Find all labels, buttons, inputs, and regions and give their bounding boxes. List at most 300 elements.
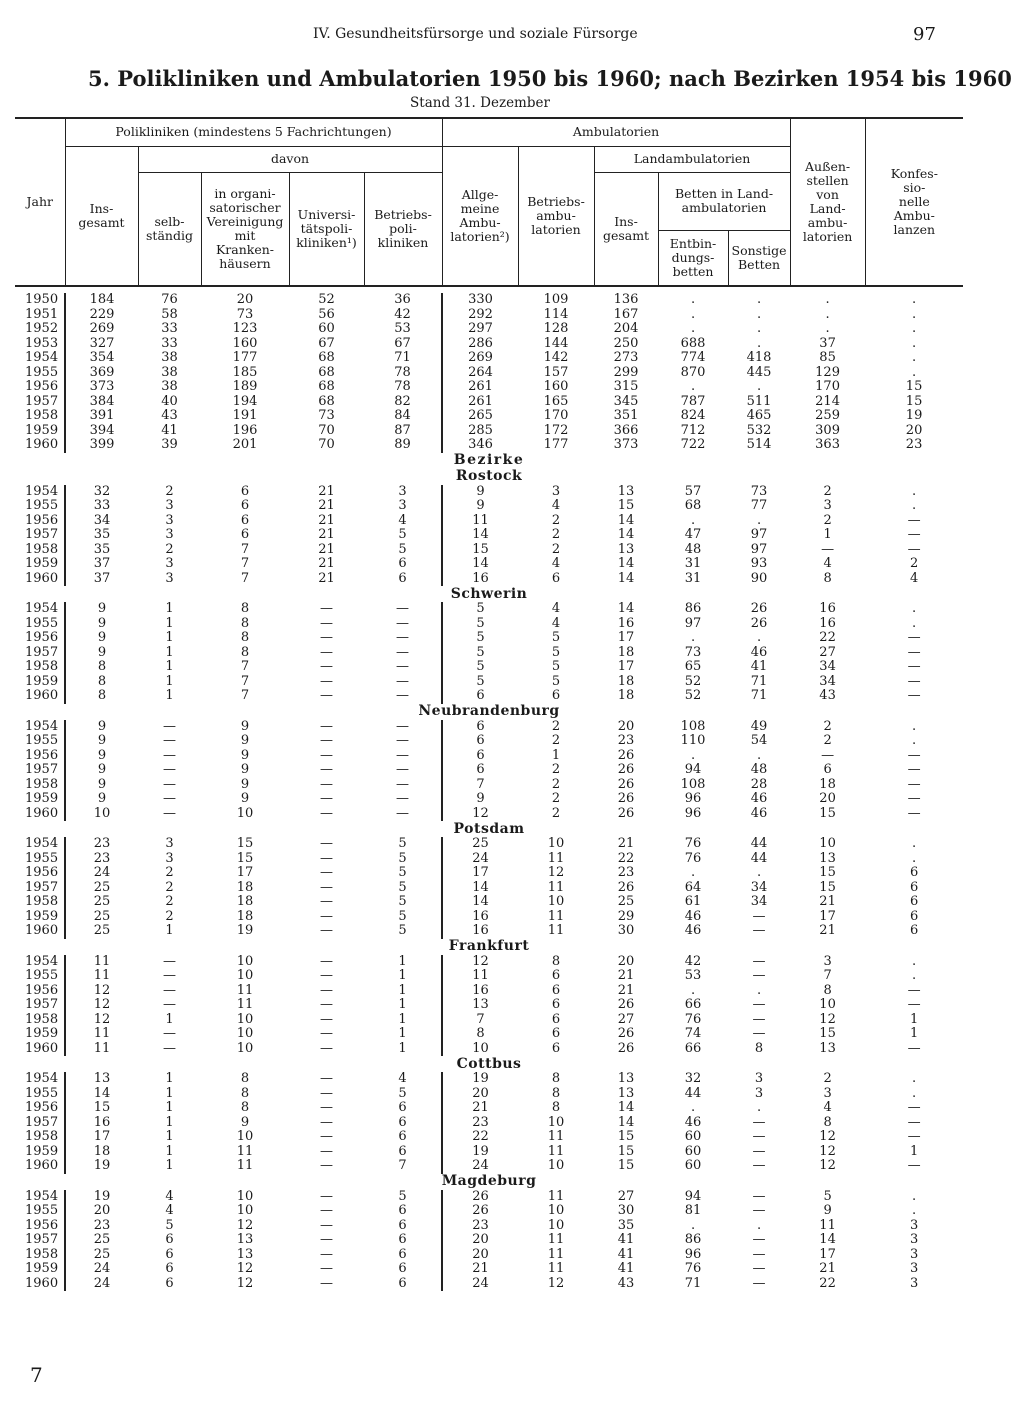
value-cell: 2 — [909, 556, 919, 571]
value-cell: 70 — [318, 422, 335, 438]
value-cell: 10 — [819, 997, 836, 1012]
table-row — [15, 351, 963, 366]
value-cell: 14 — [617, 570, 635, 586]
value-cell: . — [912, 1085, 917, 1101]
value-cell: 84 — [394, 408, 411, 423]
value-cell: 2 — [165, 894, 174, 909]
table-row — [15, 1087, 963, 1102]
value-cell: — — [907, 1129, 921, 1144]
year-cell: 1955 — [25, 498, 59, 513]
year-cell: 1954 — [25, 350, 59, 365]
value-cell: 97 — [750, 527, 768, 542]
value-cell: 345 — [613, 393, 639, 409]
value-cell: — — [163, 968, 176, 983]
value-cell: 369 — [65, 366, 138, 381]
value-cell: 13 — [617, 483, 635, 499]
value-cell: 2 — [551, 527, 561, 542]
value-cell: 11 — [236, 1143, 254, 1159]
value-cell: 21 — [318, 570, 335, 586]
value-cell: 42 — [394, 306, 411, 322]
value-cell: — — [320, 1114, 333, 1130]
value-cell: 373 — [65, 380, 138, 395]
bezirke-heading-label: Bezirke — [453, 452, 525, 469]
value-cell: 12 — [65, 984, 138, 999]
value-cell: . — [912, 733, 917, 748]
value-cell: 41 — [750, 659, 768, 674]
value-cell: 8 — [240, 1085, 250, 1101]
value-cell: 5 — [398, 850, 407, 866]
value-cell: . — [912, 601, 917, 616]
value-cell: 10 — [236, 1040, 254, 1056]
value-cell: 26 — [617, 879, 635, 895]
value-cell: 93 — [750, 556, 768, 571]
value-cell: 21 — [819, 1261, 836, 1276]
value-cell: 11 — [547, 1232, 565, 1247]
year-cell: 1959 — [25, 791, 59, 806]
value-cell: 9 — [65, 602, 138, 617]
value-cell: 722 — [680, 437, 706, 452]
value-cell: 3 — [165, 836, 174, 851]
value-cell: 330 — [442, 293, 518, 308]
value-cell: 14 — [617, 1114, 635, 1130]
value-cell: 4 — [398, 512, 407, 528]
table-row — [15, 852, 963, 867]
value-cell: . — [690, 1217, 696, 1233]
value-cell: 13 — [65, 1072, 138, 1087]
table-row — [15, 1219, 963, 1234]
value-cell: 54 — [750, 733, 768, 748]
header-allgemeine: Allge- meine Ambu- latorien²) — [442, 146, 518, 286]
value-cell: — — [320, 805, 333, 821]
value-cell: 6 — [823, 762, 832, 777]
value-cell: 78 — [394, 379, 411, 394]
value-cell: 23 — [65, 837, 138, 852]
value-cell: 56 — [318, 306, 335, 322]
table-row — [15, 734, 963, 749]
value-cell: 4 — [551, 556, 561, 571]
district-heading — [15, 586, 963, 602]
value-cell: 6 — [551, 997, 561, 1012]
value-cell: 177 — [232, 350, 258, 365]
value-cell: — — [320, 1085, 333, 1101]
value-cell: 1 — [909, 1143, 919, 1159]
value-cell: — — [752, 1114, 766, 1130]
value-cell: 2 — [165, 879, 174, 895]
value-cell: 18 — [617, 644, 635, 660]
value-cell: 373 — [613, 437, 639, 452]
header-landambulatorien: Landambulatorien — [594, 146, 790, 172]
value-cell: 52 — [684, 688, 702, 703]
district-heading-label: Schwerin — [450, 585, 528, 602]
year-cell: 1958 — [25, 1129, 59, 1144]
value-cell: 13 — [819, 1040, 836, 1056]
district-heading — [15, 469, 963, 485]
value-cell: 273 — [613, 350, 639, 365]
value-cell: 297 — [442, 322, 518, 337]
value-cell: 688 — [680, 335, 706, 351]
value-cell: 24 — [442, 1159, 518, 1174]
value-cell: 10 — [547, 1217, 565, 1233]
header-selbstaendig: selb- ständig — [138, 172, 201, 286]
value-cell: . — [690, 379, 696, 394]
table-row — [15, 881, 963, 896]
value-cell: 6 — [398, 1129, 407, 1144]
table-row — [15, 660, 963, 675]
value-cell: 6 — [398, 1261, 407, 1276]
value-cell: 76 — [684, 1011, 702, 1027]
value-cell: 12 — [236, 1275, 254, 1291]
value-cell: — — [163, 791, 176, 806]
value-cell: — — [320, 1217, 333, 1233]
value-cell: 28 — [750, 776, 768, 792]
table-row — [15, 837, 963, 852]
value-cell: 142 — [543, 350, 569, 365]
value-cell: 6 — [398, 1275, 407, 1291]
value-cell: 26 — [750, 615, 768, 631]
value-cell: 5 — [442, 660, 518, 675]
value-cell: 16 — [65, 1116, 138, 1131]
value-cell: 15 — [819, 865, 836, 880]
table-row — [15, 543, 963, 558]
value-cell: — — [320, 615, 333, 631]
value-cell: 41 — [617, 1246, 635, 1262]
value-cell: — — [752, 1246, 766, 1262]
value-cell: 3 — [165, 850, 174, 866]
value-cell: 16 — [442, 984, 518, 999]
value-cell: 2 — [165, 908, 174, 924]
value-cell: 4 — [551, 601, 561, 616]
value-cell: — — [907, 1100, 921, 1115]
value-cell: — — [320, 1203, 333, 1218]
value-cell: . — [912, 335, 917, 351]
value-cell: — — [752, 908, 766, 924]
value-cell: 1 — [398, 968, 407, 983]
value-cell: 9 — [65, 734, 138, 749]
value-cell: — — [320, 1040, 333, 1056]
value-cell: 15 — [236, 850, 254, 866]
value-cell: 76 — [684, 836, 702, 851]
value-cell: — — [163, 733, 176, 748]
value-cell: 6 — [398, 1100, 407, 1115]
value-cell: — — [320, 865, 333, 880]
value-cell: 870 — [680, 364, 706, 380]
value-cell: — — [907, 512, 921, 528]
value-cell: — — [907, 776, 921, 792]
value-cell: 71 — [750, 688, 768, 703]
value-cell: 14 — [617, 1100, 635, 1115]
value-cell: 10 — [236, 1188, 254, 1204]
value-cell: 96 — [684, 1246, 702, 1262]
value-cell: 5 — [551, 644, 561, 660]
year-cell: 1955 — [25, 968, 59, 983]
value-cell: 1 — [398, 982, 407, 998]
value-cell: 49 — [750, 718, 768, 734]
value-cell: 33 — [161, 335, 178, 351]
value-cell: 17 — [65, 1130, 138, 1145]
value-cell: 10 — [442, 1042, 518, 1057]
header-konfessionelle: Konfes- sio- nelle Ambu- lanzen — [865, 118, 963, 286]
value-cell: 5 — [398, 1188, 407, 1204]
value-cell: — — [320, 836, 333, 851]
value-cell: 6 — [442, 763, 518, 778]
value-cell: 24 — [65, 1277, 138, 1292]
value-cell: 1 — [165, 1143, 174, 1159]
value-cell: 31 — [684, 556, 702, 571]
year-cell: 1958 — [25, 894, 59, 909]
value-cell: 9 — [65, 617, 138, 632]
value-cell: — — [907, 659, 921, 674]
value-cell: 1 — [165, 659, 174, 674]
value-cell: 14 — [617, 601, 635, 616]
value-cell: 14 — [442, 528, 518, 543]
value-cell: 24 — [65, 1262, 138, 1277]
value-cell: 4 — [909, 570, 919, 586]
value-cell: 46 — [750, 791, 768, 806]
value-cell: 24 — [442, 852, 518, 867]
value-cell: 15 — [65, 1101, 138, 1116]
value-cell: — — [396, 630, 409, 645]
value-cell: 309 — [815, 422, 840, 438]
year-cell: 1960 — [25, 570, 59, 586]
value-cell: 8 — [551, 1071, 561, 1086]
value-cell: 66 — [684, 997, 702, 1012]
value-cell: — — [752, 1026, 766, 1041]
value-cell: 10 — [236, 1026, 254, 1041]
value-cell: 8 — [65, 675, 138, 690]
value-cell: — — [320, 630, 333, 645]
value-cell: — — [320, 894, 333, 909]
value-cell: . — [912, 498, 917, 513]
value-cell: . — [825, 321, 830, 336]
value-cell: 25 — [65, 881, 138, 896]
value-cell: 170 — [543, 408, 569, 423]
value-cell: 346 — [442, 438, 518, 453]
value-cell: 11 — [442, 969, 518, 984]
value-cell: 48 — [750, 762, 768, 777]
header-betriebspolikliniken: Betriebs- poli- kliniken — [364, 172, 442, 286]
value-cell: 5 — [442, 617, 518, 632]
value-cell: 4 — [165, 1188, 174, 1204]
value-cell: 774 — [680, 350, 706, 365]
value-cell: 18 — [65, 1145, 138, 1160]
value-cell: 6 — [442, 734, 518, 749]
value-cell: 22 — [819, 1275, 836, 1291]
value-cell: 6 — [398, 1203, 407, 1218]
table-row — [15, 1233, 963, 1248]
value-cell: 1 — [165, 1085, 174, 1101]
value-cell: 5 — [398, 836, 407, 851]
value-cell: 8 — [754, 1040, 764, 1056]
value-cell: — — [320, 747, 333, 763]
table-row — [15, 969, 963, 984]
value-cell: . — [756, 630, 762, 645]
district-heading — [15, 704, 963, 720]
value-cell: 73 — [684, 644, 702, 660]
value-cell: 445 — [746, 364, 772, 380]
value-cell: 10 — [547, 894, 565, 909]
value-cell: 44 — [750, 850, 768, 866]
value-cell: 26 — [617, 776, 635, 792]
header-davon: davon — [138, 146, 442, 172]
value-cell: 9 — [65, 631, 138, 646]
value-cell: 26 — [617, 1040, 635, 1056]
value-cell: 21 — [318, 556, 335, 571]
value-cell: 391 — [65, 409, 138, 424]
value-cell: 61 — [684, 894, 702, 909]
value-cell: 8 — [823, 570, 832, 586]
value-cell: 5 — [398, 923, 407, 938]
value-cell: 21 — [819, 894, 836, 909]
value-cell: 76 — [684, 850, 702, 866]
value-cell: 14 — [819, 1232, 836, 1247]
value-cell: 2 — [823, 718, 832, 734]
value-cell: 6 — [398, 1232, 407, 1247]
value-cell: 87 — [394, 422, 411, 438]
year-cell: 1960 — [25, 1040, 59, 1056]
value-cell: . — [912, 306, 917, 322]
table-row — [15, 409, 963, 424]
district-heading — [15, 1174, 963, 1190]
value-cell: 21 — [442, 1101, 518, 1116]
header-in-org-vereinigung: in organi- satorischer Vereinigung mit Kranken- häusern — [201, 172, 289, 286]
value-cell: 2 — [551, 776, 561, 792]
value-cell: 20 — [617, 718, 635, 734]
value-cell: — — [320, 644, 333, 660]
year-cell: 1955 — [25, 364, 59, 380]
value-cell: 9 — [65, 778, 138, 793]
value-cell: 76 — [161, 292, 178, 307]
value-cell: — — [907, 688, 921, 703]
value-cell: . — [756, 865, 762, 880]
value-cell: — — [163, 997, 176, 1012]
value-cell: 11 — [819, 1217, 836, 1233]
value-cell: 7 — [442, 1013, 518, 1028]
value-cell: — — [320, 1143, 333, 1159]
value-cell: — — [396, 747, 409, 763]
year-cell: 1958 — [25, 659, 59, 674]
value-cell: 2 — [165, 865, 174, 880]
year-cell: 1958 — [25, 408, 59, 423]
value-cell: 1 — [165, 673, 174, 689]
value-cell: — — [320, 1246, 333, 1262]
value-cell: 160 — [232, 335, 258, 351]
value-cell: — — [907, 673, 921, 689]
value-cell: 52 — [318, 292, 335, 307]
value-cell: — — [163, 953, 176, 969]
header-land-insgesamt: Ins- gesamt — [594, 172, 658, 286]
year-cell: 1954 — [25, 953, 59, 969]
table-row — [15, 1072, 963, 1087]
value-cell: 13 — [442, 998, 518, 1013]
value-cell: — — [396, 644, 409, 660]
table-row — [15, 807, 963, 822]
value-cell: 170 — [815, 379, 840, 394]
value-cell: 5 — [398, 1085, 407, 1101]
header-polikliniken: Polikliniken (mindestens 5 Fachrichtungen) — [65, 118, 442, 146]
value-cell: 18 — [236, 894, 254, 909]
value-cell: 33 — [65, 499, 138, 514]
value-cell: 33 — [161, 321, 178, 336]
table-row — [15, 778, 963, 793]
value-cell: 315 — [613, 379, 639, 394]
value-cell: 3 — [398, 483, 407, 499]
district-heading-label: Magdeburg — [441, 1173, 537, 1190]
value-cell: 114 — [543, 306, 569, 322]
value-cell: 5 — [442, 646, 518, 661]
value-cell: 12 — [819, 1011, 836, 1027]
value-cell: 6 — [398, 1217, 407, 1233]
value-cell: . — [690, 982, 696, 998]
value-cell: 16 — [617, 615, 635, 631]
value-cell: 13 — [617, 1071, 635, 1086]
value-cell: 82 — [394, 393, 411, 409]
value-cell: 19 — [905, 408, 923, 423]
value-cell: 17 — [442, 866, 518, 881]
value-cell: 20 — [442, 1087, 518, 1102]
value-cell: 37 — [819, 335, 836, 351]
value-cell: 269 — [65, 322, 138, 337]
value-cell: 201 — [232, 437, 258, 452]
value-cell: 70 — [318, 437, 335, 452]
table-row — [15, 763, 963, 778]
table-row — [15, 395, 963, 410]
year-cell: 1958 — [25, 1246, 59, 1262]
year-cell: 1959 — [25, 908, 59, 924]
value-cell: 21 — [318, 498, 335, 513]
value-cell: 1 — [165, 644, 174, 660]
year-cell: 1956 — [25, 865, 59, 880]
value-cell: — — [163, 1026, 176, 1041]
value-cell: 8 — [240, 630, 250, 645]
year-cell: 1960 — [25, 1158, 59, 1173]
value-cell: 11 — [547, 1188, 565, 1204]
value-cell: 11 — [65, 1027, 138, 1042]
year-cell: 1955 — [25, 733, 59, 748]
year-cell: 1956 — [25, 512, 59, 528]
table-title: 5. Polikliniken und Ambulatorien 1950 bis 1960; nach Bezirken 1954 bis 1960 — [88, 66, 1012, 91]
value-cell: 10 — [236, 1011, 254, 1027]
value-cell: 10 — [547, 1114, 565, 1130]
value-cell: 15 — [617, 498, 635, 513]
value-cell: 12 — [236, 1261, 254, 1276]
value-cell: 3 — [909, 1232, 919, 1247]
value-cell: 67 — [318, 335, 335, 351]
value-cell: 5 — [398, 527, 407, 542]
value-cell: 7 — [442, 778, 518, 793]
year-cell: 1956 — [25, 1217, 59, 1233]
district-heading — [15, 821, 963, 837]
value-cell: 6 — [442, 689, 518, 704]
value-cell: 6 — [240, 498, 250, 513]
value-cell: 19 — [236, 923, 254, 938]
value-cell: 8 — [551, 1100, 561, 1115]
header-betten: Betten in Land- ambulatorien — [658, 172, 790, 230]
value-cell: — — [396, 805, 409, 821]
value-cell: — — [320, 968, 333, 983]
value-cell: — — [320, 762, 333, 777]
value-cell: 3 — [551, 483, 561, 499]
value-cell: 9 — [442, 792, 518, 807]
value-cell: . — [912, 1203, 917, 1218]
value-cell: 21 — [617, 968, 635, 983]
value-cell: 36 — [394, 292, 411, 307]
value-cell: 10 — [547, 1203, 565, 1218]
value-cell: 9 — [240, 733, 250, 748]
year-cell: 1954 — [25, 601, 59, 616]
value-cell: 465 — [746, 408, 772, 423]
value-cell: 12 — [547, 1275, 565, 1291]
value-cell: 10 — [547, 836, 565, 851]
